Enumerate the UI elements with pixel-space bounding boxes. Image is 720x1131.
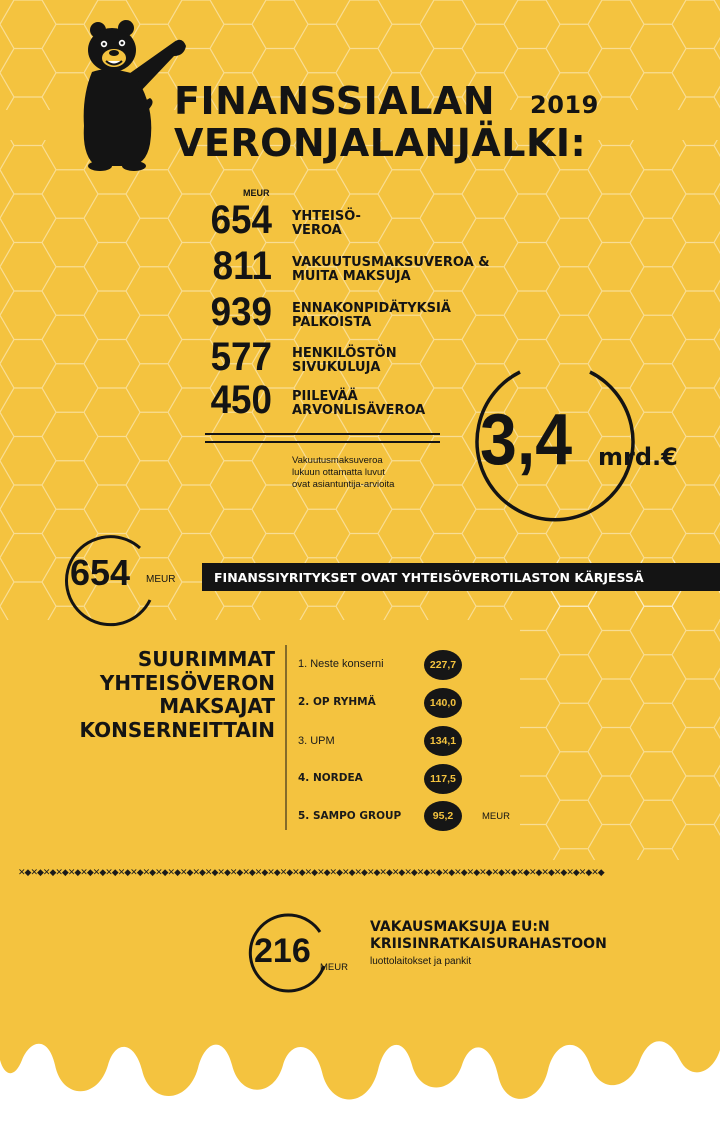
corporate-tax-banner: [202, 563, 720, 591]
breakdown-note: Vakuutusmaksuveroa lukuun ottamatta luvut ovat asiantuntija-arvioita: [292, 455, 395, 490]
ranking-unit: MEUR: [482, 811, 510, 822]
breakdown-value: 811: [212, 244, 272, 288]
ranking-item-value: 95,2: [424, 801, 462, 831]
breakdown-value: 654: [210, 198, 272, 242]
bear-mascot-icon: [78, 16, 188, 172]
breakdown-label: PIILEVÄÄ ARVONLISÄVEROA: [292, 389, 426, 418]
stability-title: VAKAUSMAKSUJA EU:N KRIISINRATKAISURAHASTOON: [370, 919, 607, 952]
stability-subtitle: luottolaitokset ja pankit: [370, 956, 472, 967]
ranking-item-label: 2. OP RYHMÄ: [298, 696, 376, 708]
breakdown-label: VAKUUTUSMAKSUVEROA & MUITA MAKSUJA: [292, 255, 490, 284]
breakdown-value: 450: [210, 378, 272, 422]
breakdown-label: YHTEISÖ- VEROA: [292, 209, 361, 238]
year-label: 2019: [530, 91, 599, 119]
stability-value: 216: [254, 932, 311, 970]
ranking-item-value: 117,5: [424, 764, 462, 794]
stability-unit: MEUR: [320, 962, 348, 973]
total-value: 3,4: [480, 400, 573, 480]
ranking-item-value: 227,7: [424, 650, 462, 680]
corporate-tax-value: 654: [70, 552, 131, 593]
ranking-item-value: 140,0: [424, 688, 462, 718]
ranking-item-label: 5. SAMPO GROUP: [298, 810, 402, 822]
ranking-heading: SUURIMMAT YHTEISÖVERON MAKSAJAT KONSERNEITTAIN: [79, 647, 275, 742]
breakdown-unit: MEUR: [243, 188, 270, 198]
decorative-divider: ✕◆✕◆✕◆✕◆✕◆✕◆✕◆✕◆✕◆✕◆✕◆✕◆✕◆✕◆✕◆✕◆✕◆✕◆✕◆✕◆✕◆✕◆✕◆✕◆✕◆✕◆✕◆✕◆✕◆✕◆✕◆✕◆✕◆✕◆✕◆✕◆✕◆✕◆✕◆✕◆✕◆✕◆✕◆✕◆✕◆✕◆✕◆: [18, 868, 604, 878]
breakdown-value: 577: [210, 335, 272, 379]
ranking-item-label: 4. NORDEA: [298, 772, 363, 784]
corporate-tax-unit: MEUR: [146, 574, 176, 585]
breakdown-label: HENKILÖSTÖN SIVUKULUJA: [292, 346, 397, 375]
ranking-item-value: 134,1: [424, 726, 462, 756]
breakdown-value: 939: [210, 290, 272, 334]
breakdown-label: ENNAKONPIDÄTYKSIÄ PALKOISTA: [292, 301, 451, 330]
corporate-tax-banner-text: FINANSSIYRITYKSET OVAT YHTEISÖVEROTILASTON KÄRJESSÄ: [214, 570, 644, 585]
ranking-item-label: 3. UPM: [298, 735, 335, 747]
ranking-item-label: 1. Neste konserni: [298, 658, 384, 670]
page-title-line1: FINANSSIALAN: [174, 79, 496, 123]
total-unit: mrd.€: [598, 443, 678, 471]
page-title-line2: VERONJALANJÄLKI:: [174, 121, 587, 165]
